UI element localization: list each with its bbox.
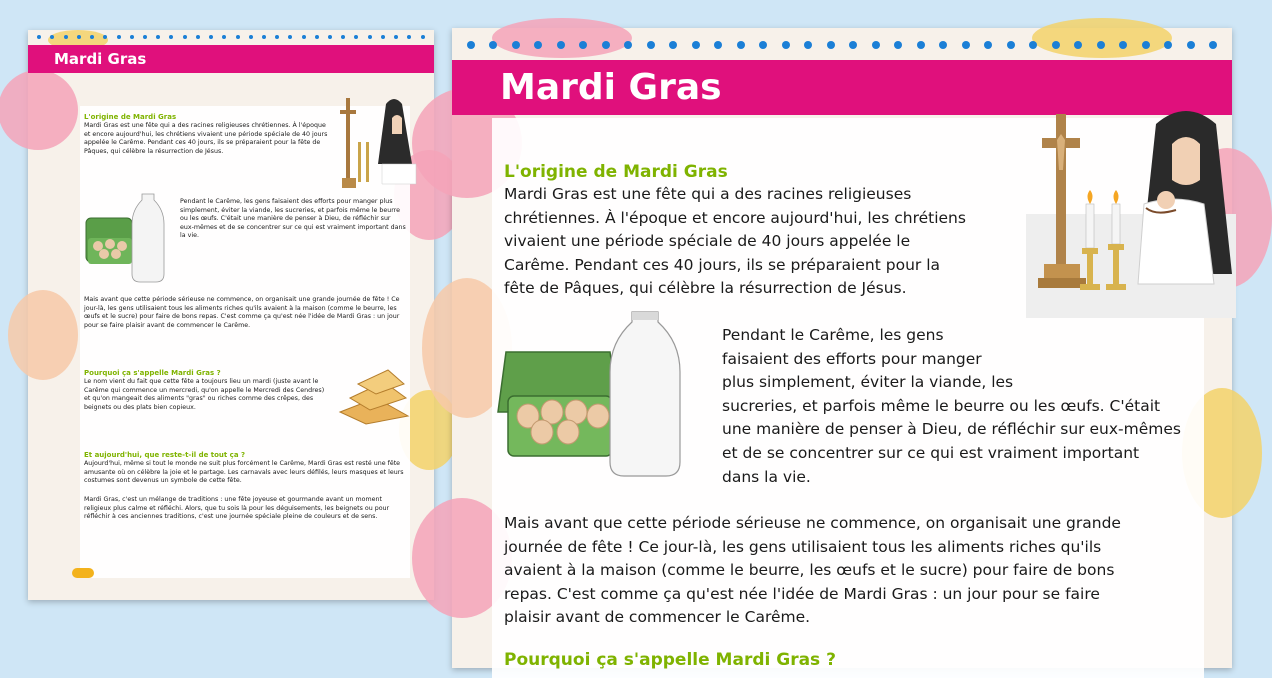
heading-origin-large: L'origine de Mardi Gras	[504, 162, 728, 182]
text-line: repas. C'est comme ça qu'est née l'idée de Mardi Gras : un jour pour se faire	[504, 584, 1100, 603]
paragraph-feast: Mais avant que cette période sérieuse ne commence, on organisait une grande journée de fête ! Ce jour-là, les gens utilisaient tous les aliments riches qu'ils avaient à la maison (comme le beurre, les œufs et le sucre) pour faire de bons repas. C'est comme ça qu'est née l'idée de Mardi Gras : un jour pour se faire plaisir avant de commencer le Carême.	[84, 296, 400, 329]
text-line: faisaient des efforts pour manger	[722, 349, 982, 368]
page-title-large: Mardi Gras	[452, 60, 1232, 115]
text-line: plaisir avant de commencer le Carême.	[504, 608, 811, 627]
paragraph-lent-large	[722, 324, 1202, 489]
text-line: Mais avant que cette période sérieuse ne commence, on organisait une grande	[504, 514, 1121, 532]
text-line: chrétiennes. À l'époque et encore aujourd'hui, les chrétiens	[504, 208, 966, 227]
floral-decoration	[1032, 18, 1172, 58]
text-line: avaient à la maison (comme le beurre, les œufs et le sucre) pour faire de bons	[504, 561, 1115, 580]
heading-why-large: Pourquoi ça s'appelle Mardi Gras ?	[504, 650, 836, 670]
floral-decoration	[0, 70, 78, 150]
text-line: dans la vie.	[722, 467, 811, 486]
heading-why: Pourquoi ça s'appelle Mardi Gras ?	[84, 369, 221, 377]
crucifix-icon	[338, 92, 420, 202]
dotted-border-top	[28, 33, 434, 41]
egg-carton-large-icon	[502, 312, 692, 478]
text-line: Mardi Gras est une fête qui a des racines religieuses	[504, 185, 912, 203]
publisher-logo	[72, 568, 94, 578]
document-zoomed[interactable]	[452, 28, 1232, 668]
document-thumbnail[interactable]	[28, 30, 434, 600]
paragraph-origin: Mardi Gras est une fête qui a des racines religieuses chrétiennes. À l'époque et encore aujourd'hui, les chrétiens vivaient une période spéciale de 40 jours appelée le Carême. Pendant ces 40 jours, ils se préparaient pour la fête de Pâques, qui célèbre la résurrection de Jésus.	[84, 122, 328, 155]
text-line: Pendant le Carême, les gens	[722, 326, 944, 344]
floral-decoration	[492, 18, 632, 58]
crepes-icon	[336, 368, 412, 424]
egg-carton-icon	[86, 194, 178, 284]
content-panel	[80, 106, 410, 578]
text-line: Carême. Pendant ces 40 jours, ils se préparaient pour la	[504, 255, 941, 274]
paragraph-name: Le nom vient du fait que cette fête a toujours lieu un mardi (juste avant le Carême qui commence un mercredi, qu'on appelle le Mercredi des Cendres) et qu'on mangeait des aliments "gras" ou riches comme des crêpes, des beignets ou des plats bien copieux.	[84, 378, 325, 411]
text-line: fête de Pâques, qui célèbre la résurrection de Jésus.	[504, 279, 907, 298]
paragraph-feast-large	[504, 512, 1194, 630]
heading-origin: L'origine de Mardi Gras	[84, 113, 177, 121]
paragraph-today: Aujourd'hui, même si tout le monde ne suit plus forcément le Carême, Mardi Gras est resté une fête amusante où on célèbre la joie et le partage. Les carnavals avec leurs défilés, leurs masques et leurs costumes sont devenus un symbole de cette fête.	[84, 460, 404, 485]
page-title: Mardi Gras	[28, 45, 434, 73]
paragraph-summary: Mardi Gras, c'est un mélange de traditions : une fête joyeuse et gourmande avant un moment religieux plus calme et réfléchi. Alors, que tu sois là pour les déguisements, les beignets ou pour réfléchir à ces anciennes traditions, c'est une journée spéciale pleine de couleurs et de sens.	[84, 496, 390, 521]
heading-today: Et aujourd'hui, que reste-t-il de tout ça ?	[84, 451, 246, 459]
dotted-border-top	[452, 39, 1232, 51]
content-panel-large	[492, 118, 1204, 678]
text-line: et de se concentrer sur ce qui est vraiment important	[722, 443, 1140, 462]
text-line: sucreries, et parfois même le beurre ou les œufs. C'était	[722, 396, 1161, 415]
text-line: plus simplement, éviter la viande, les	[722, 373, 1014, 392]
text-line: journée de fête ! Ce jour-là, les gens utilisaient tous les aliments riches qu'ils	[504, 537, 1102, 556]
text-line: une manière de penser à Dieu, de réfléchir sur eux-mêmes	[722, 420, 1181, 439]
text-line: vivaient une période spéciale de 40 jours appelée le	[504, 232, 911, 251]
floral-decoration	[8, 290, 78, 380]
paragraph-origin-large	[504, 183, 1024, 301]
praying-nun-icon	[1026, 104, 1236, 318]
paragraph-lent: Pendant le Carême, les gens faisaient des efforts pour manger plus simplement, éviter la viande, les sucreries, et parfois même le beurre ou les œufs. C'était une manière de penser à Dieu, de réfléchir sur eux-mêmes et de se concentrer sur ce qui est vraiment important dans la vie.	[180, 198, 406, 240]
